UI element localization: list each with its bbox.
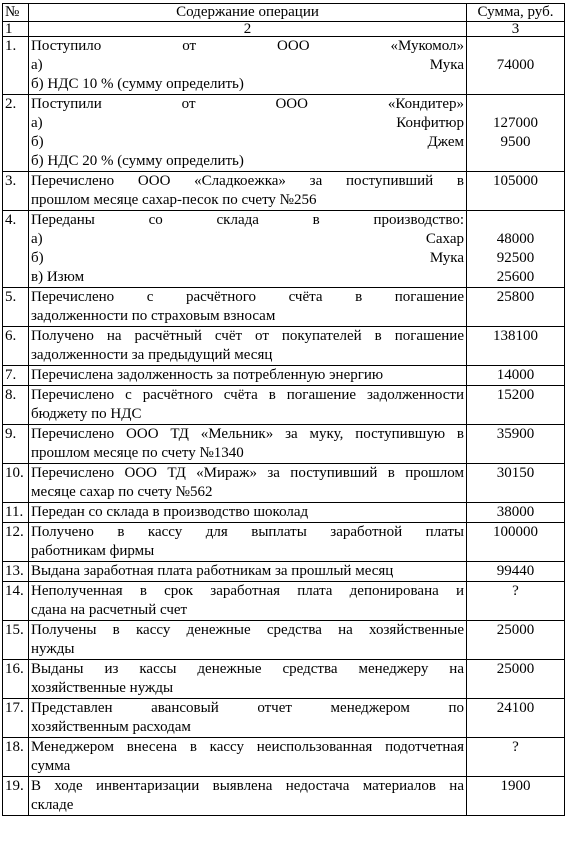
sum-value: 105000: [493, 173, 538, 189]
sum-value: 100000: [493, 524, 538, 540]
sum-value: [469, 718, 562, 737]
sum-value: [469, 796, 562, 815]
description-line: а) Конфитюр: [31, 115, 464, 131]
row-description: [29, 523, 467, 562]
header-num: №: [3, 4, 29, 22]
row-number: 18.: [3, 738, 29, 777]
description-line: б) НДС 20 % (сумму определить): [31, 153, 244, 169]
description-line: Перечислено ООО «Сладкоежка» за поступивший в: [31, 173, 464, 189]
sum-value: [469, 95, 562, 114]
sum-value: 30150: [496, 465, 535, 481]
description-line: б) НДС 10 % (сумму определить): [31, 76, 244, 92]
row-sum: [467, 621, 565, 660]
description-line: Перечислена задолженность за потребленную энергию: [31, 367, 384, 383]
row-sum: [467, 503, 565, 523]
row-sum: [467, 386, 565, 425]
table-row: [3, 464, 565, 503]
sum-value: 9500: [500, 134, 531, 150]
description-line: бюджету по НДС: [31, 406, 142, 422]
sum-value: 99440: [496, 563, 535, 579]
description-line: Получены в кассу денежные средства на хозяйственные: [31, 622, 464, 638]
row-sum: [467, 425, 565, 464]
sum-value: ?: [512, 739, 519, 755]
row-sum: [467, 582, 565, 621]
row-description: [29, 211, 467, 288]
description-line: Переданы со склада в производство:: [31, 212, 464, 228]
row-sum: [467, 288, 565, 327]
sum-value: 138100: [493, 328, 538, 344]
sum-value: [469, 307, 562, 326]
row-description: [29, 464, 467, 503]
row-description: [29, 386, 467, 425]
row-description: [29, 562, 467, 582]
row-description: [29, 660, 467, 699]
sum-value: 25000: [496, 661, 535, 677]
index-sum: 3: [467, 22, 565, 37]
row-number: 17.: [3, 699, 29, 738]
row-description: [29, 95, 467, 172]
sum-value: [469, 757, 562, 776]
table-row: [3, 503, 565, 523]
row-number: 3.: [3, 172, 29, 211]
row-description: [29, 366, 467, 386]
row-number: 4.: [3, 211, 29, 288]
description-line: Поступило от ООО «Мукомол»: [31, 38, 464, 54]
row-sum: [467, 738, 565, 777]
row-number: 11.: [3, 503, 29, 523]
description-line: хозяйственные нужды: [31, 680, 174, 696]
row-sum: [467, 172, 565, 211]
description-line: Передан со склада в производство шоколад: [31, 504, 309, 520]
row-sum: [467, 562, 565, 582]
header-sum: Сумма, руб.: [467, 4, 565, 22]
description-line: в) Изюм: [31, 269, 85, 285]
sum-value: [469, 191, 562, 210]
sum-value: [469, 346, 562, 365]
table-row: [3, 327, 565, 366]
table-row: [3, 172, 565, 211]
sum-value: ?: [512, 583, 519, 599]
table-row: [3, 95, 565, 172]
sum-value: [469, 483, 562, 502]
sum-value: [469, 679, 562, 698]
row-description: [29, 288, 467, 327]
sum-value: 127000: [493, 115, 538, 131]
table-row: [3, 425, 565, 464]
table-row: [3, 621, 565, 660]
sum-value: 38000: [496, 504, 535, 520]
sum-value: 24100: [496, 700, 535, 716]
sum-value: 15200: [496, 387, 535, 403]
description-line: нужды: [31, 641, 75, 657]
row-number: 10.: [3, 464, 29, 503]
description-line: Перечислено с расчётного счёта в погашение задолженности: [31, 387, 464, 403]
description-line: В ходе инвентаризации выявлена недостача материалов на: [31, 778, 464, 794]
row-sum: [467, 699, 565, 738]
row-number: 5.: [3, 288, 29, 327]
row-number: 12.: [3, 523, 29, 562]
description-line: хозяйственным расходам: [31, 719, 191, 735]
sum-value: [469, 75, 562, 94]
sum-value: [469, 211, 562, 230]
table-header: [3, 4, 565, 37]
sum-value: 14000: [496, 367, 535, 383]
operations-table: [2, 3, 565, 816]
description-line: сумма: [31, 758, 71, 774]
table-row: [3, 582, 565, 621]
description-line: Представлен авансовый отчет менеджером по: [31, 700, 464, 716]
description-line: прошлом месяце по счету №1340: [31, 445, 244, 461]
description-line: складе: [31, 797, 74, 813]
row-sum: [467, 464, 565, 503]
row-number: 19.: [3, 777, 29, 816]
table-body: [3, 37, 565, 816]
description-line: сдана на расчетный счет: [31, 602, 188, 618]
row-description: [29, 37, 467, 95]
sum-value: 92500: [496, 250, 535, 266]
sum-value: 25600: [496, 269, 535, 285]
row-number: 13.: [3, 562, 29, 582]
table-row: [3, 211, 565, 288]
row-description: [29, 582, 467, 621]
table-row: [3, 777, 565, 816]
sum-value: [469, 444, 562, 463]
description-line: Выданы из кассы денежные средства менеджеру на: [31, 661, 464, 677]
row-description: [29, 503, 467, 523]
row-number: 6.: [3, 327, 29, 366]
row-number: 1.: [3, 37, 29, 95]
header-row: [3, 4, 565, 22]
row-description: [29, 425, 467, 464]
description-line: Менеджером внесена в кассу неиспользованная подотчетная: [31, 739, 464, 755]
header-description: Содержание операции: [29, 4, 467, 22]
table-row: [3, 288, 565, 327]
column-index-row: [3, 22, 565, 37]
sum-value: 25000: [496, 622, 535, 638]
row-sum: [467, 37, 565, 95]
row-description: [29, 172, 467, 211]
description-line: месяце сахар по счету №562: [31, 484, 213, 500]
table-row: [3, 523, 565, 562]
sum-value: [469, 152, 562, 171]
sum-value: 35900: [496, 426, 535, 442]
sum-value: [469, 640, 562, 659]
description-line: б) Джем: [31, 134, 464, 150]
row-number: 7.: [3, 366, 29, 386]
table-row: [3, 386, 565, 425]
table-row: [3, 699, 565, 738]
row-description: [29, 621, 467, 660]
sum-value: 25800: [496, 289, 535, 305]
description-line: Перечислено с расчётного счёта в погашение: [31, 289, 464, 305]
sum-value: 1900: [500, 778, 531, 794]
row-sum: [467, 327, 565, 366]
sum-value: 74000: [496, 57, 535, 73]
description-line: б) Мука: [31, 250, 464, 266]
row-description: [29, 327, 467, 366]
description-line: а) Мука: [31, 57, 464, 73]
row-number: 8.: [3, 386, 29, 425]
row-sum: [467, 777, 565, 816]
sum-value: [469, 405, 562, 424]
row-description: [29, 699, 467, 738]
description-line: Поступили от ООО «Кондитер»: [31, 96, 464, 112]
sum-value: [469, 37, 562, 56]
table-row: [3, 660, 565, 699]
index-description: 2: [29, 22, 467, 37]
description-line: Перечислено ООО ТД «Мираж» за поступивший в прошлом: [31, 465, 464, 481]
description-line: Перечислено ООО ТД «Мельник» за муку, поступившую в: [31, 426, 464, 442]
row-sum: [467, 523, 565, 562]
row-description: [29, 738, 467, 777]
row-sum: [467, 660, 565, 699]
description-line: работникам фирмы: [31, 543, 155, 559]
description-line: прошлом месяце сахар-песок по счету №256: [31, 192, 317, 208]
description-line: Получено на расчётный счёт от покупателей в погашение: [31, 328, 464, 344]
row-number: 2.: [3, 95, 29, 172]
table-row: [3, 738, 565, 777]
index-num: 1: [3, 22, 29, 37]
description-line: Получено в кассу для выплаты заработной платы: [31, 524, 464, 540]
row-description: [29, 777, 467, 816]
description-line: Неполученная в срок заработная плата депонирована и: [31, 583, 464, 599]
row-sum: [467, 95, 565, 172]
sum-value: [469, 601, 562, 620]
table-row: [3, 562, 565, 582]
row-number: 14.: [3, 582, 29, 621]
row-number: 15.: [3, 621, 29, 660]
sum-value: [469, 542, 562, 561]
description-line: задолженности по страховым взносам: [31, 308, 276, 324]
row-sum: [467, 211, 565, 288]
table-row: [3, 37, 565, 95]
row-sum: [467, 366, 565, 386]
description-line: Выдана заработная плата работникам за прошлый месяц: [31, 563, 394, 579]
sum-value: 48000: [496, 231, 535, 247]
table-row: [3, 366, 565, 386]
description-line: а) Сахар: [31, 231, 464, 247]
row-number: 9.: [3, 425, 29, 464]
description-line: задолженности за предыдущий месяц: [31, 347, 273, 363]
row-number: 16.: [3, 660, 29, 699]
